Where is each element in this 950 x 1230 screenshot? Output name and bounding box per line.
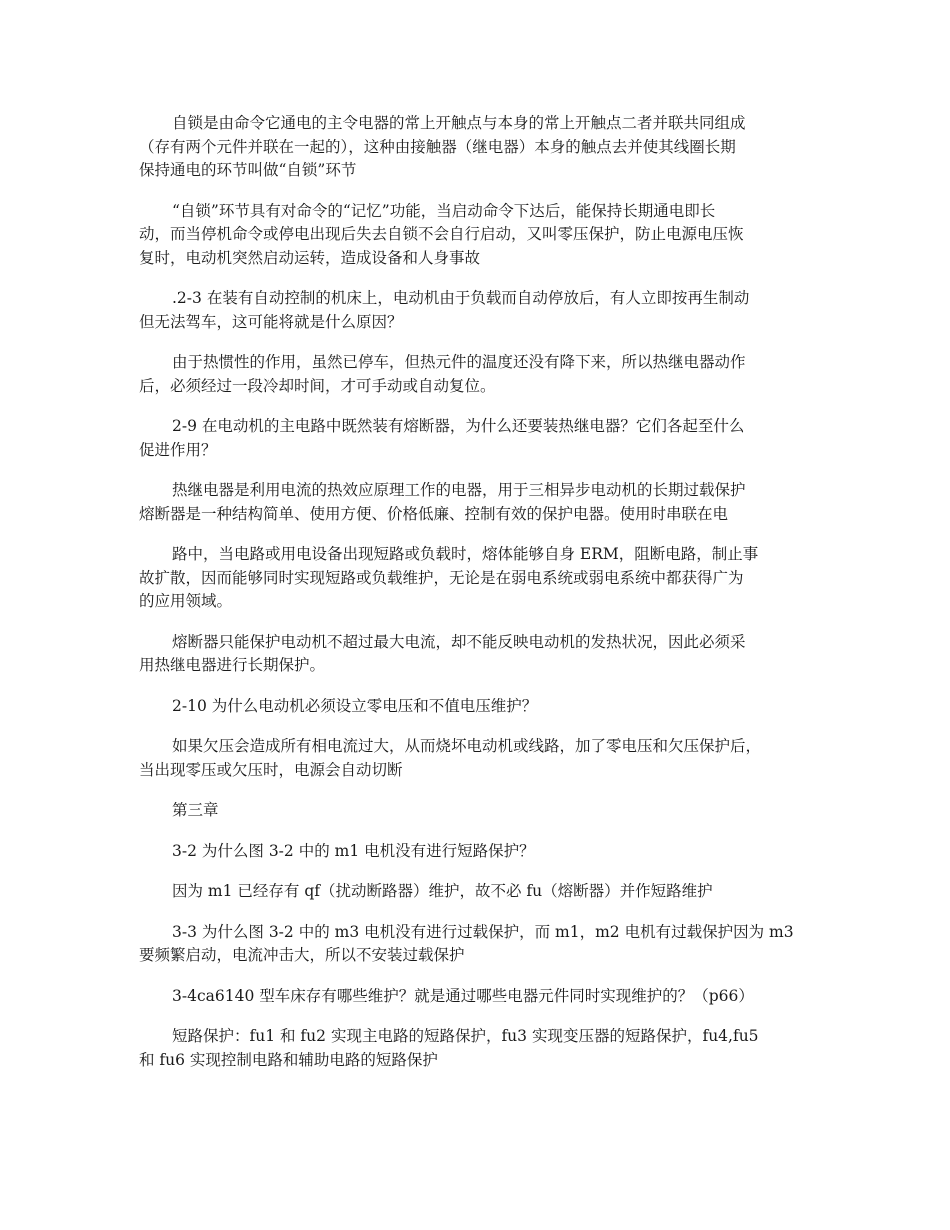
text-line: 自锁是由命令它通电的主令电器的常上开触点与本身的常上开触点二者并联共同组成 — [172, 114, 746, 132]
paragraph — [139, 735, 819, 782]
text-line: 保持通电的环节叫做“自锁”环节 — [139, 161, 357, 179]
paragraph — [139, 840, 819, 864]
paragraph — [139, 112, 819, 183]
paragraph — [139, 287, 819, 334]
text-line: 要频繁启动，电流冲击大，所以不安装过载保护 — [139, 946, 465, 964]
text-line: 3-3 为什么图 3-2 中的 m3 电机没有进行过载保护，而 m1，m2 电机有过载保护因为 m3 — [172, 922, 794, 941]
text-line: .2-3 在装有自动控制的机床上，电动机由于负载而自动停放后，有人立即按再生制动 — [172, 289, 750, 307]
text-line: 故扩散，因而能够同时实现短路或负载维护，无论是在弱电系统或弱电系统中都获得广为 — [139, 568, 744, 587]
paragraph — [139, 985, 819, 1009]
text-line: 3-4ca6140 型车床存有哪些维护？就是通过哪些电器元件同时实现维护的？（p66） — [172, 986, 754, 1005]
paragraph — [139, 351, 819, 398]
document-body — [139, 112, 819, 1089]
text-line: 路中，当电路或用电设备出现短路或负载时，熔体能够自身 ERM，阻断电路，制止事 — [172, 545, 759, 563]
text-line: 后，必须经过一段冷却时间，才可手动或自动复位。 — [139, 376, 496, 395]
paragraph — [139, 415, 819, 462]
paragraph — [139, 695, 819, 719]
text-line: 和 fu6 实现控制电路和辅助电路的短路保护 — [139, 1050, 438, 1069]
paragraph — [139, 880, 819, 904]
text-line: 2-10 为什么电动机必须设立零电压和不值电压维护？ — [172, 696, 538, 715]
text-line: 动，而当停机命令或停电出现后失去自锁不会自行启动，又叫零压保护，防止电源电压恢 — [139, 225, 744, 243]
text-line: 由于热惯性的作用，虽然已停车，但热元件的温度还没有降下来，所以热继电器动作 — [172, 353, 746, 371]
text-line: 热继电器是利用电流的热效应原理工作的电器，用于三相异步电动机的长期过载保护 — [172, 481, 746, 499]
text-line: 3-2 为什么图 3-2 中的 m1 电机没有进行短路保护？ — [172, 841, 535, 860]
text-line: 因为 m1 已经存有 qf（扰动断路器）维护，故不必 fu（熔断器）并作短路维护 — [172, 882, 713, 900]
text-line: 复时，电动机突然启动运转，造成设备和人身事故 — [139, 248, 481, 267]
text-line: 的应用领域。 — [139, 592, 233, 610]
text-line: 当出现零压或欠压时，电源会自动切断 — [139, 760, 403, 779]
text-line: 如果欠压会造成所有相电流过大，从而烧坏电动机或线路，加了零电压和欠压保护后， — [172, 737, 762, 755]
paragraph — [139, 921, 819, 968]
paragraph — [139, 631, 819, 678]
paragraph — [139, 543, 819, 614]
paragraph — [139, 200, 819, 271]
text-line: “自锁”环节具有对命令的“记忆”功能，当启动命令下达后，能保持长期通电即长 — [172, 201, 716, 220]
text-line: 熔断器只能保护电动机不超过最大电流，却不能反映电动机的发热状况，因此必须采 — [172, 632, 746, 651]
text-line: 第三章 — [172, 801, 219, 819]
text-line: 熔断器是一种结构简单、使用方便、价格低廉、控制有效的保护电器。使用时串联在电 — [139, 504, 729, 523]
text-line: 用热继电器进行长期保护。 — [139, 656, 326, 674]
text-line: 但无法驾车，这可能将就是什么原因？ — [139, 312, 403, 331]
paragraph — [139, 479, 819, 526]
text-line: 2-9 在电动机的主电路中既然装有熔断器，为什么还要装热继电器？它们各起至什么 — [172, 417, 745, 435]
text-line: 促进作用？ — [139, 440, 217, 459]
paragraph — [139, 799, 819, 823]
text-line: 短路保护：fu1 和 fu2 实现主电路的短路保护，fu3 实现变压器的短路保护，fu4,fu5 — [172, 1027, 759, 1045]
paragraph — [139, 1025, 819, 1072]
text-line: （存有两个元件并联在一起的），这种由接触器（继电器）本身的触点去并使其线圈长期 — [139, 137, 736, 156]
